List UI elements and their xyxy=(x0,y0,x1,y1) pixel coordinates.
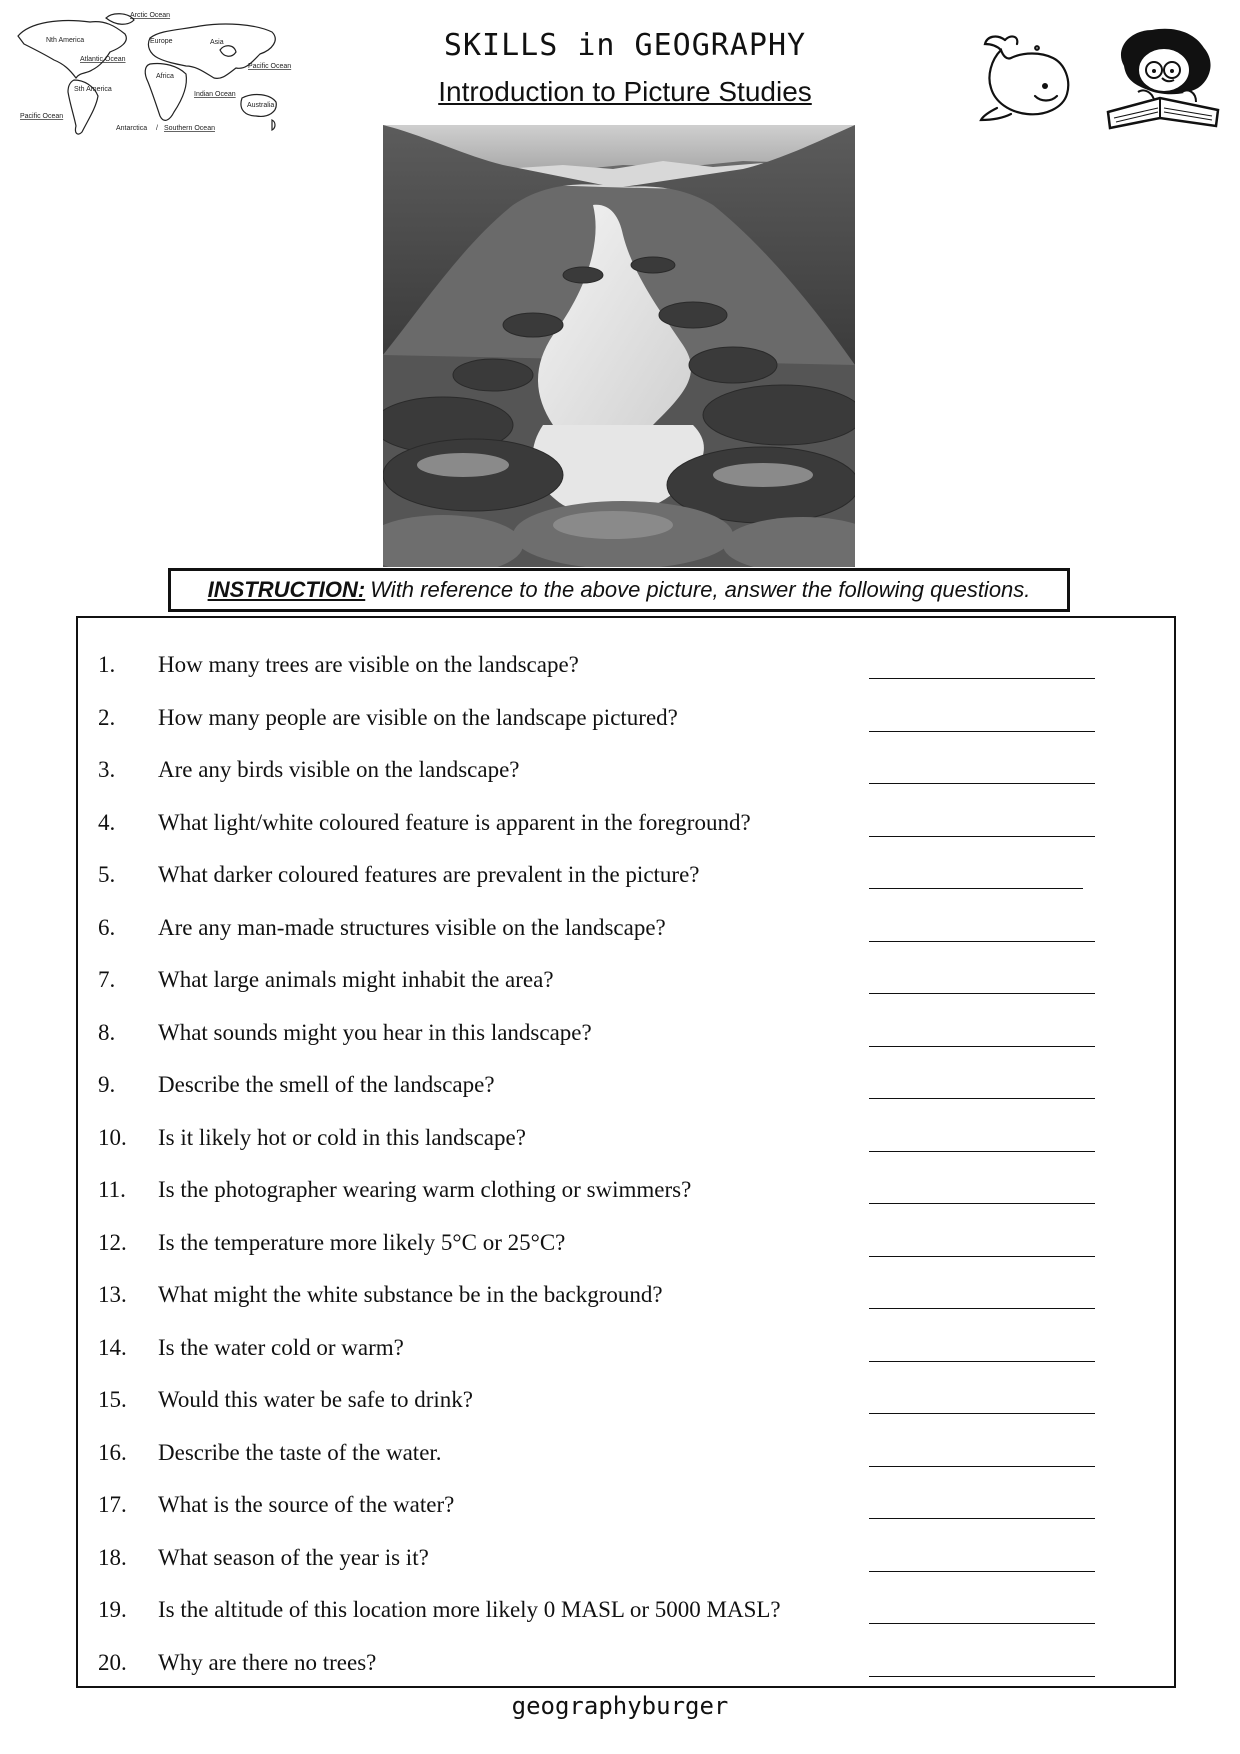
question-row xyxy=(78,1466,1174,1519)
question-text: Is the altitude of this location more likely 0 MASL or 5000 MASL? xyxy=(158,1597,781,1622)
question-number: 11. xyxy=(98,1177,126,1202)
question-text: Is the photographer wearing warm clothing or swimmers? xyxy=(158,1177,692,1202)
question-row xyxy=(78,679,1174,732)
question-row xyxy=(78,1046,1174,1099)
question-text: Why are there no trees? xyxy=(158,1649,377,1675)
question-number: 3. xyxy=(98,757,116,782)
question-text: Describe the taste of the water. xyxy=(158,1439,442,1465)
question-number: 9. xyxy=(98,1072,116,1097)
whale-icon xyxy=(975,30,1075,125)
map-label-europe: Europe xyxy=(150,38,173,45)
map-label-asia: Asia xyxy=(210,39,224,46)
question-row xyxy=(78,784,1174,837)
world-map-icon xyxy=(10,8,310,156)
landscape-photo xyxy=(383,125,855,567)
question-text: What might the white substance be in the background? xyxy=(158,1282,663,1307)
question-row xyxy=(78,1624,1174,1677)
question-text: What season of the year is it? xyxy=(158,1544,429,1570)
question-row xyxy=(78,731,1174,784)
question-number: 16. xyxy=(98,1439,127,1465)
question-text: What sounds might you hear in this landscape? xyxy=(158,1019,592,1045)
question-text: Are any birds visible on the landscape? xyxy=(158,757,520,782)
question-text: What darker coloured features are prevalent in the picture? xyxy=(158,862,700,887)
question-row xyxy=(78,889,1174,942)
question-text: What is the source of the water? xyxy=(158,1492,455,1517)
map-label-australia: Australia xyxy=(247,102,275,109)
question-number: 4. xyxy=(98,809,116,835)
question-row xyxy=(78,1204,1174,1257)
question-text: Is the temperature more likely 5°C or 25°C? xyxy=(158,1229,566,1255)
map-label-south-america: Sth America xyxy=(74,86,112,93)
question-number: 5. xyxy=(98,862,116,887)
map-label-north-america: Nth America xyxy=(46,37,85,44)
question-row xyxy=(78,836,1174,889)
question-number: 14. xyxy=(98,1334,127,1360)
map-label-africa: Africa xyxy=(156,73,174,80)
map-label-arctic: Arctic Ocean xyxy=(130,12,171,19)
question-number: 12. xyxy=(98,1229,127,1255)
map-label-pacific-right: Pacific Ocean xyxy=(248,63,292,70)
footer-brand: geographyburger xyxy=(511,1692,729,1720)
question-text: How many trees are visible on the landscape? xyxy=(158,652,579,677)
question-number: 1. xyxy=(98,652,116,677)
map-label-atlantic: Atlantic Ocean xyxy=(80,56,126,63)
question-number: 18. xyxy=(98,1544,127,1570)
question-row xyxy=(78,1151,1174,1204)
question-row xyxy=(78,1414,1174,1467)
question-text: What light/white coloured feature is apparent in the foreground? xyxy=(158,809,751,835)
question-text: Are any man-made structures visible on the landscape? xyxy=(158,914,666,940)
question-row xyxy=(78,994,1174,1047)
map-label-indian: Indian Ocean xyxy=(194,91,236,98)
instruction-text: With reference to the above picture, answer the following questions. xyxy=(370,577,1031,602)
question-number: 7. xyxy=(98,967,116,992)
question-text: Would this water be safe to drink? xyxy=(158,1387,473,1412)
map-label-pacific-left: Pacific Ocean xyxy=(20,113,64,120)
question-row xyxy=(78,1361,1174,1414)
question-row xyxy=(78,1309,1174,1362)
question-number: 10. xyxy=(98,1124,127,1150)
question-number: 17. xyxy=(98,1492,127,1517)
question-row xyxy=(78,626,1174,679)
question-number: 13. xyxy=(98,1282,127,1307)
question-number: 19. xyxy=(98,1597,127,1622)
question-text: How many people are visible on the landscape pictured? xyxy=(158,704,678,730)
question-row xyxy=(78,1571,1174,1624)
question-list xyxy=(76,616,1176,1688)
question-row xyxy=(78,1256,1174,1309)
question-row xyxy=(78,1519,1174,1572)
reader-with-book-icon xyxy=(1100,22,1225,137)
page-subtitle: Introduction to Picture Studies xyxy=(438,76,812,107)
map-label-slash: / xyxy=(156,125,158,132)
question-text: Is it likely hot or cold in this landscape? xyxy=(158,1124,526,1150)
page-title: SKILLS in GEOGRAPHY xyxy=(443,28,807,63)
question-row xyxy=(78,941,1174,994)
answer-line[interactable] xyxy=(869,1676,1095,1677)
question-text: Describe the smell of the landscape? xyxy=(158,1072,495,1097)
question-number: 2. xyxy=(98,704,116,730)
question-text: What large animals might inhabit the area? xyxy=(158,967,554,992)
question-text: Is the water cold or warm? xyxy=(158,1334,404,1360)
map-label-antarctica: Antarctica xyxy=(116,125,148,132)
instruction-label: INSTRUCTION: xyxy=(207,577,366,602)
instruction-box xyxy=(168,568,1070,612)
question-row xyxy=(78,1099,1174,1152)
question-number: 8. xyxy=(98,1019,116,1045)
question-number: 20. xyxy=(98,1649,127,1675)
question-number: 6. xyxy=(98,914,116,940)
question-number: 15. xyxy=(98,1387,127,1412)
map-label-southern: Southern Ocean xyxy=(164,125,215,132)
